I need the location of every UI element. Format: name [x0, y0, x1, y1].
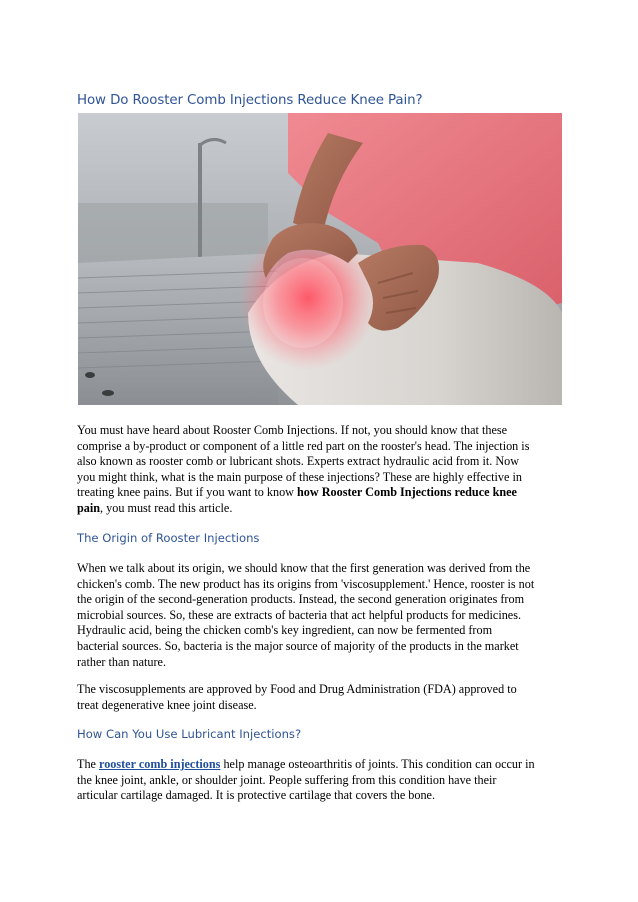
text-segment: treating knee pains. But if you want to know — [77, 485, 298, 500]
text-line: microbial sources. So, these are extracts of bacteria that act helpful products for medicines. — [77, 607, 521, 622]
text-line: you might think, what is the main purpose of these injections? These are highly effective in — [77, 469, 522, 484]
text-line: Hydraulic acid, being the chicken comb's key ingredient, can now be fermented from — [77, 623, 493, 638]
text-line: treat degenerative knee joint disease. — [77, 697, 257, 712]
section-heading-origin: The Origin of Rooster Injections — [77, 531, 260, 545]
text-segment: The — [77, 757, 99, 771]
bold-phrase: how Rooster Comb Injections reduce knee — [297, 485, 517, 500]
bold-phrase: pain — [77, 500, 101, 515]
intro-paragraph — [77, 423, 567, 517]
section-heading-usage: How Can You Use Lubricant Injections? — [77, 727, 302, 741]
usage-paragraph — [77, 757, 567, 804]
origin-paragraph — [77, 561, 567, 670]
text-segment: , you must read this article. — [100, 500, 233, 515]
text-line: the knee joint, ankle, or shoulder joint. People suffering from this condition have their — [77, 772, 497, 787]
text-line: bacterial sources. So, bacteria is the major source of majority of the products in the market — [77, 638, 519, 653]
rooster-comb-injections-link[interactable]: rooster comb injections — [99, 757, 221, 771]
text-line — [77, 485, 567, 501]
text-line: The viscosupplements are approved by Food and Drug Administration (FDA) approved to — [77, 682, 517, 696]
text-line: also known as rooster comb or lubricant shots. Experts extract hydraulic acid from it. Now — [77, 454, 520, 469]
text-line: You must have heard about Rooster Comb Injections. If not, you should know that these — [77, 423, 508, 437]
text-line: rather than nature. — [77, 654, 166, 669]
text-line: the origin of the second-generation products. Instead, the second generation originates from — [77, 592, 525, 607]
fda-paragraph — [77, 682, 567, 713]
text-line: articular cartilage damaged. It is protective cartilage that covers the bone. — [77, 788, 436, 803]
text-segment: help manage osteoarthritis of joints. This condition can occur in — [220, 757, 535, 771]
text-line: chicken's comb. The new product has its origins from 'viscosupplement.' Hence, rooster is not — [77, 576, 535, 591]
text-line: When we talk about its origin, we should know that the first generation was derived from the — [77, 561, 531, 575]
text-line — [77, 757, 567, 773]
text-line: comprise a by-product or component of a little red part on the rooster's head. The injection is — [77, 438, 530, 453]
text-line — [77, 501, 567, 517]
page-title: How Do Rooster Comb Injections Reduce Knee Pain? — [77, 93, 423, 108]
knee-pain-photo — [78, 113, 562, 405]
knee-pain-illustration — [78, 113, 562, 405]
